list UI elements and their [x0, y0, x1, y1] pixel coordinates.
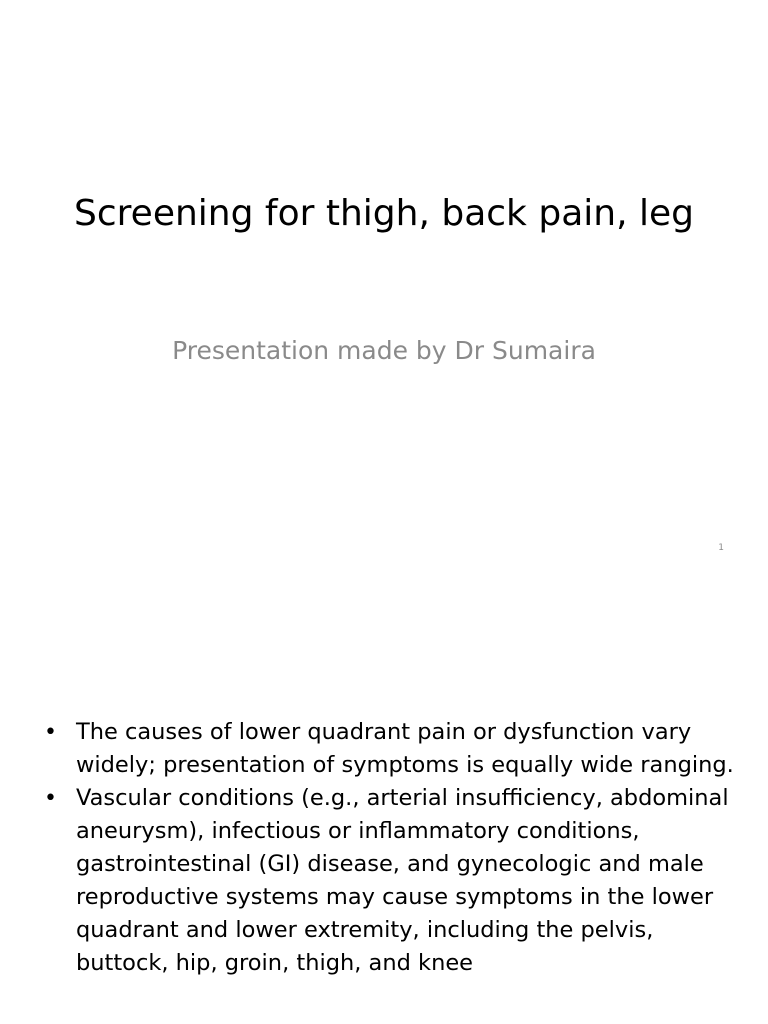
slide-title: Screening for thigh, back pain, leg	[74, 193, 694, 234]
slide-subtitle: Presentation made by Dr Sumaira	[172, 336, 596, 365]
bullet-text: Vascular conditions (e.g., arterial insufficiency, abdominal aneurysm), infectious or inflammatory conditions, gastrointestinal (GI) disease, and gynecologic and male reproductive systems may cause symptoms in the lower quadrant and lower extremity, including the pelvis, buttock, hip, groin, thigh, and knee	[76, 785, 729, 976]
bullet-marker: •	[44, 720, 57, 745]
bullet-item	[44, 716, 734, 782]
bullet-text: The causes of lower quadrant pain or dysfunction vary widely; presentation of symptoms is equally wide ranging.	[76, 719, 734, 778]
bullet-list	[44, 716, 734, 980]
slide-number: 1	[718, 543, 724, 553]
bullet-marker: •	[44, 786, 57, 811]
bullet-item	[44, 782, 734, 980]
content-slide	[0, 576, 768, 1024]
